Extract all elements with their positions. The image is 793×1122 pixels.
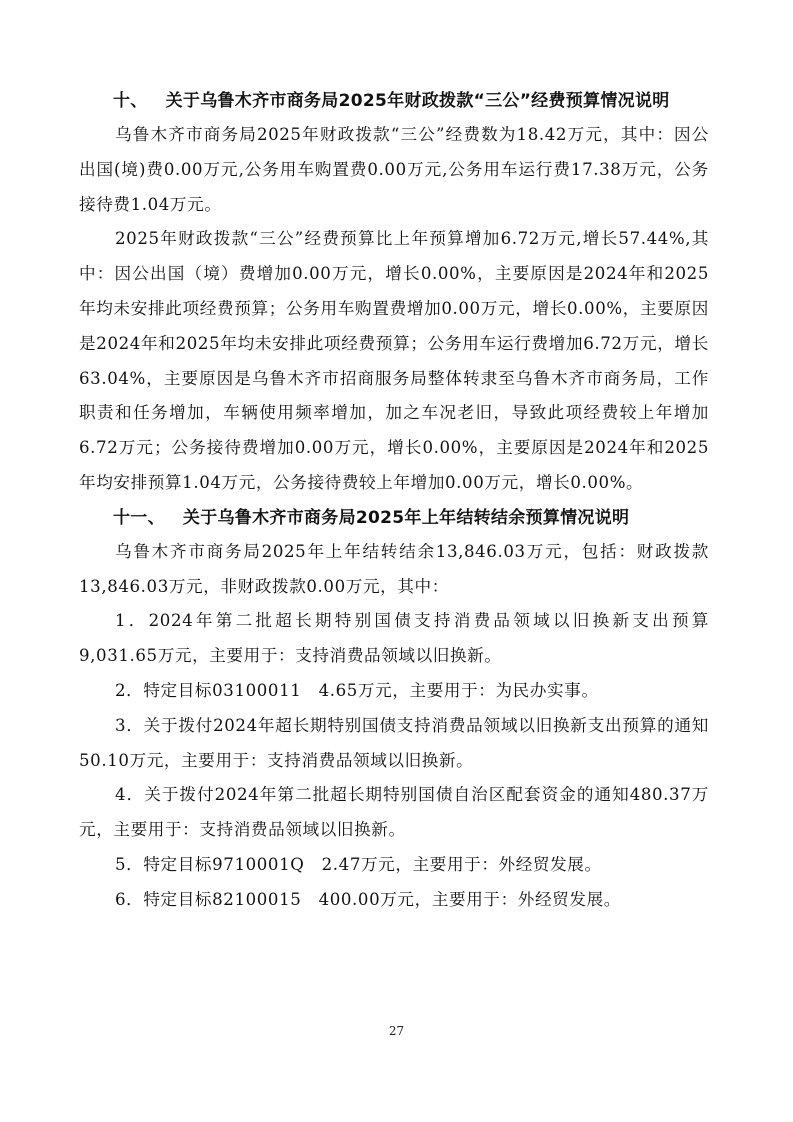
section-10-number: 十、 xyxy=(113,91,148,111)
list-item: 5．特定目标9710001Q 2.47万元，主要用于：外经贸发展。 xyxy=(115,854,602,874)
section-11-number: 十一、 xyxy=(113,507,165,528)
section-11-heading xyxy=(79,501,709,535)
page-number: 27 xyxy=(388,1024,405,1038)
document-page xyxy=(79,84,727,918)
section-10-title: 关于乌鲁木齐市商务局2025年财政拨款“三公”经费预算情况说明 xyxy=(165,91,670,111)
section-11-intro: 乌鲁木齐市商务局2025年上年结转结余13,846.03万元，包括：财政拨款13,846.03万元，非财政拨款0.00万元，其中： xyxy=(79,541,709,596)
section-10-paragraph-1: 乌鲁木齐市商务局2025年财政拨款“三公”经费数为18.42万元，其中：因公出国(境)费0.00万元,公务用车购置费0.00万元,公务用车运行费17.38万元，公务接待费1.04万元。 xyxy=(79,125,709,214)
list-item: 1．2024年第二批超长期特别国债支持消费品领域以旧换新支出预算9,031.65万元，主要用于：支持消费品领域以旧换新。 xyxy=(79,611,709,666)
section-11-title: 关于乌鲁木齐市商务局2025年上年结转结余预算情况说明 xyxy=(182,507,630,528)
section-10-paragraph-2: 2025年财政拨款“三公”经费预算比上年预算增加6.72万元,增长57.44%,其中：因公出国（境）费增加0.00万元，增长0.00%，主要原因是2024年和2025年均未安排此项经费预算；公务用车购置费增加0.00万元，增长0.00%，主要原因是2024年和2025年均未安排此项经费预算；公务用车运行费增加6.72万元，增长63.04%，主要原因是乌鲁木齐市招商服务局整体转隶至乌鲁木齐市商务局，工作职责和任务增加，车辆使用频率增加，加之车况老旧，导致此项经费较上年增加6.72万元；公务接待费增加0.00万元，增长0.00%，主要原因是2024年和2025年均安排预算1.04万元，公务接待费较上年增加0.00万元，增长0.00%。 xyxy=(79,229,709,492)
list-item: 2．特定目标03100011 4.65万元，主要用于：为民办实事。 xyxy=(115,680,599,700)
list-item: 4．关于拨付2024年第二批超长期特别国债自治区配套资金的通知480.37万元，主要用于：支持消费品领域以旧换新。 xyxy=(79,785,709,840)
section-10-heading xyxy=(79,84,709,118)
list-item: 3．关于拨付2024年超长期特别国债支持消费品领域以旧换新支出预算的通知 50.10万元，主要用于：支持消费品领域以旧换新。 xyxy=(79,715,727,770)
list-item: 6．特定目标82100015 400.00万元，主要用于：外经贸发展。 xyxy=(115,889,621,909)
